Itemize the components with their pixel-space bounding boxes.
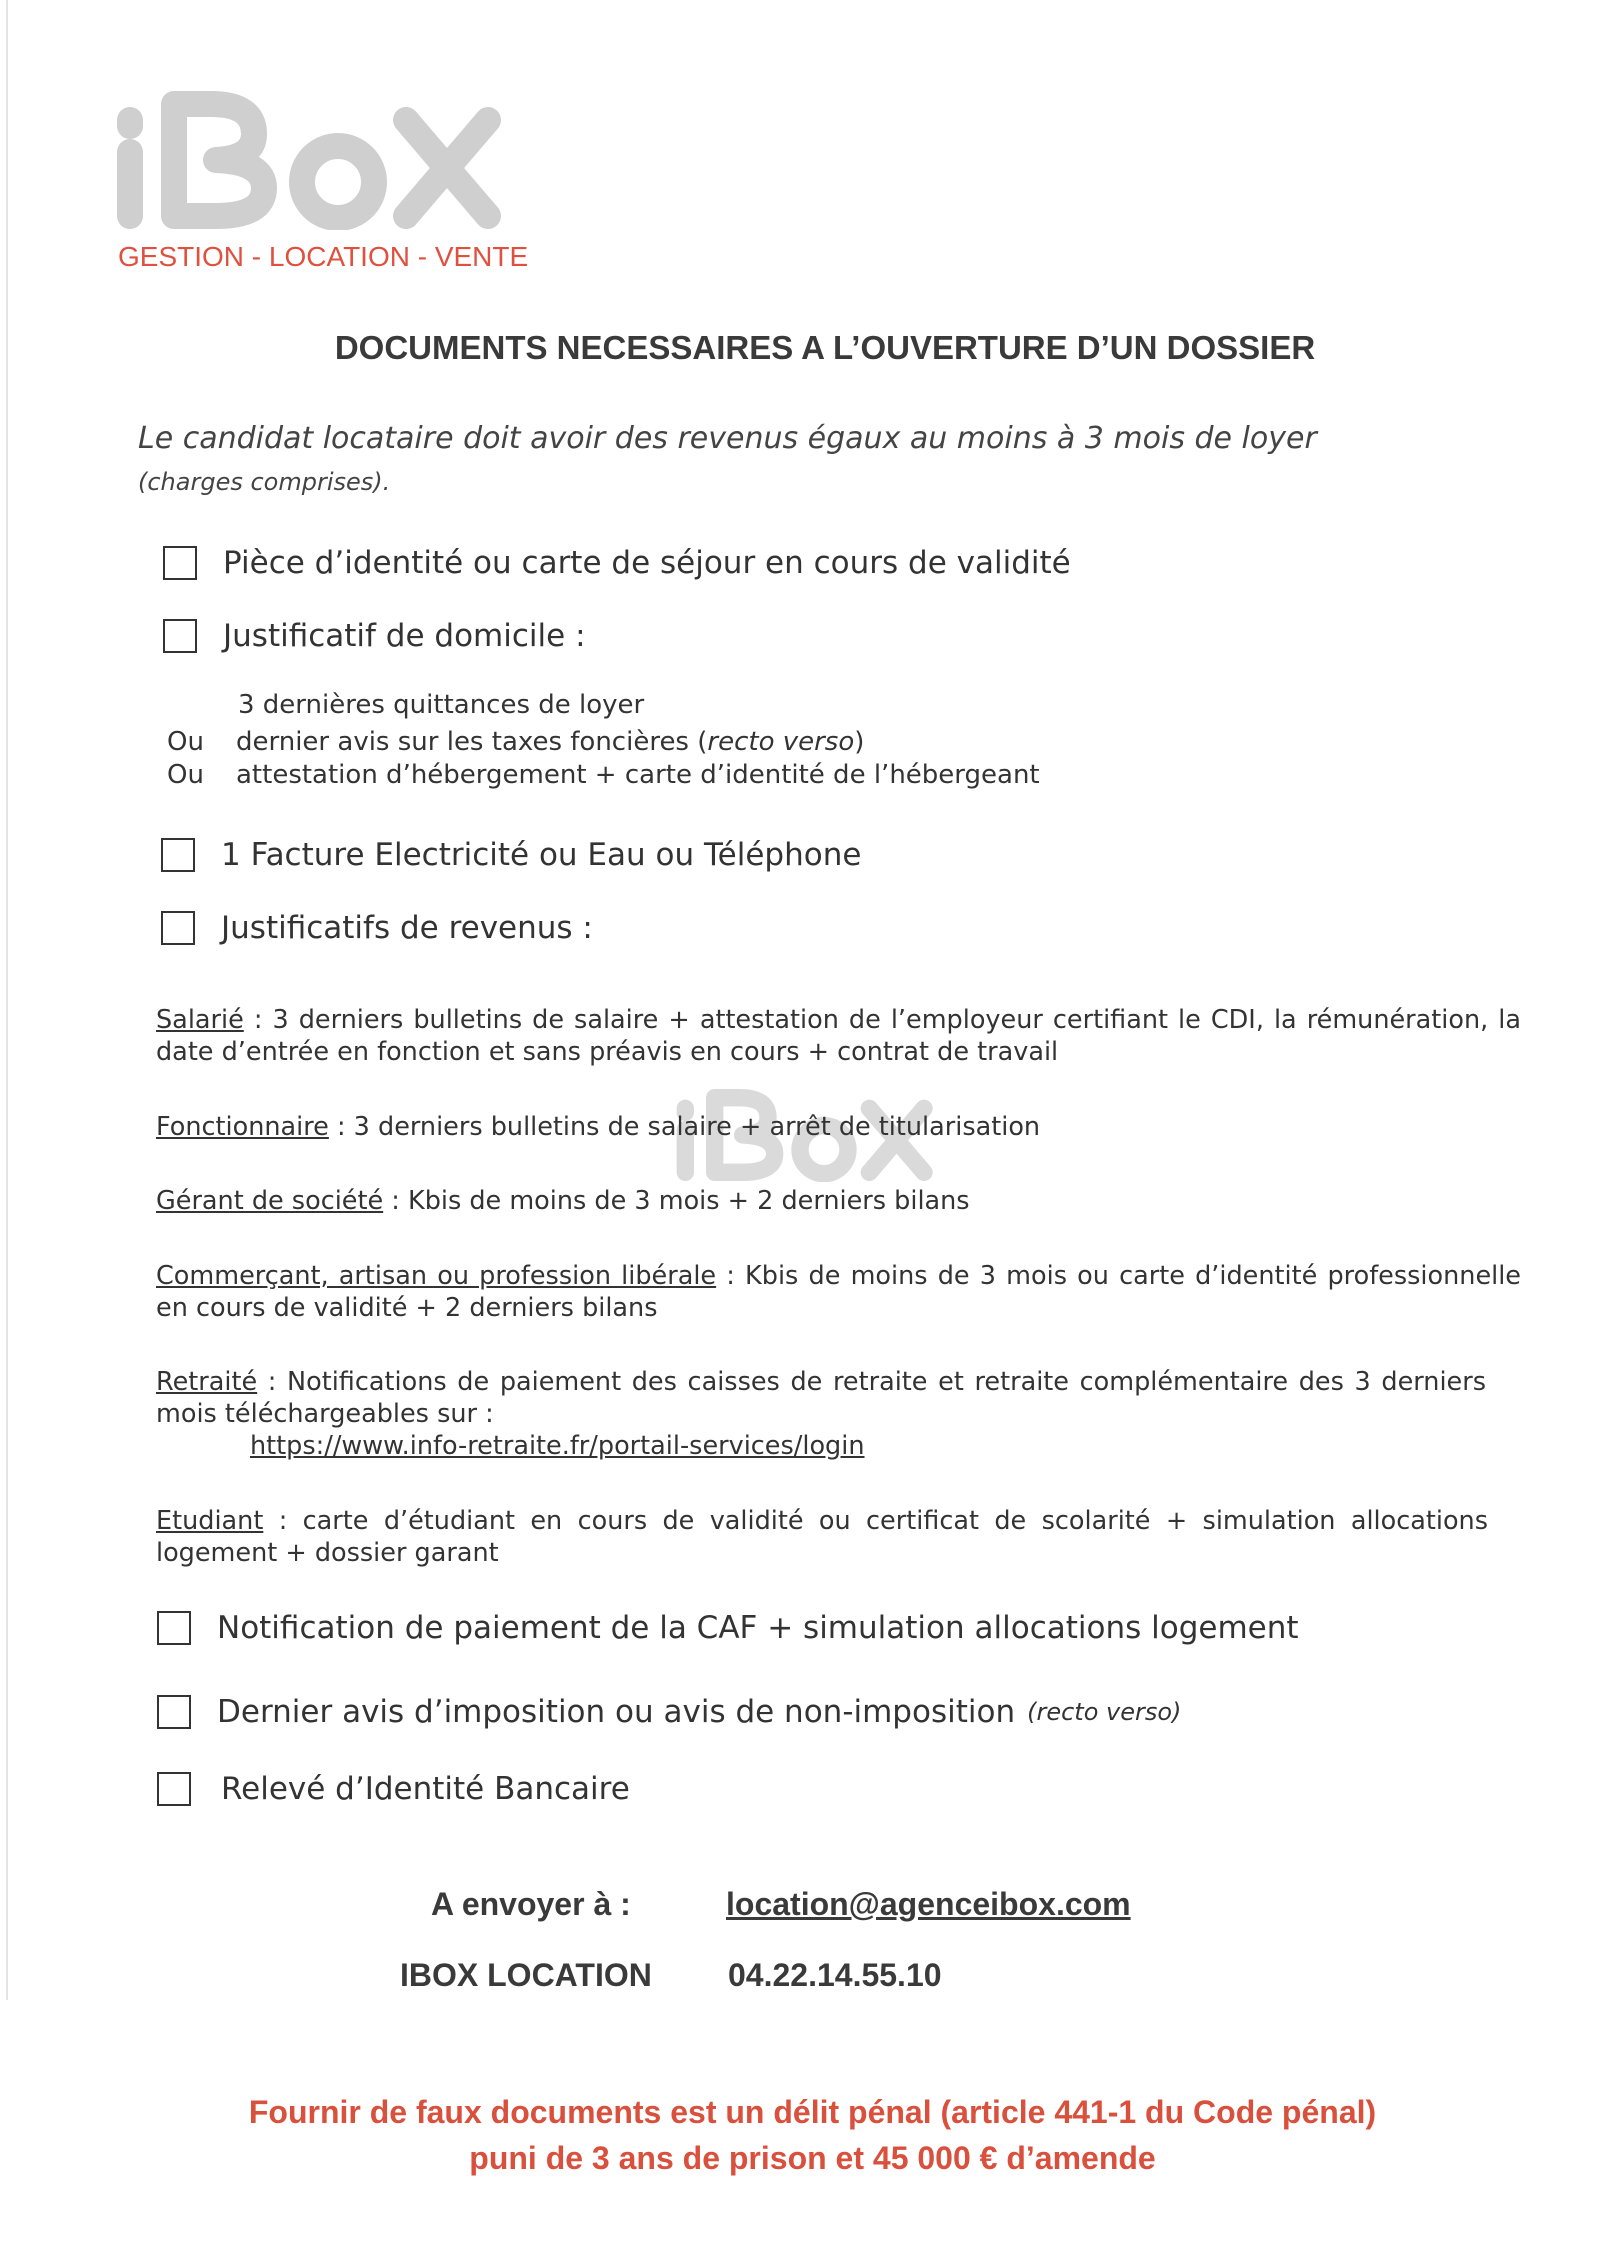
category-text: : Kbis de moins de 3 mois + 2 derniers bilans [383,1186,970,1216]
legal-warning-line1: Fournir de faux documents est un délit pénal (article 441-1 du Code pénal) [248,2094,1377,2130]
company-name: IBOX LOCATION [400,1957,652,1993]
category-text: : carte d’étudiant en cours de validité ou certificat de scolarité + simulation allocations logement + dossier garant [156,1506,1488,1568]
retraite-url-link[interactable]: https://www.info-retraite.fr/portail-services/login [250,1431,865,1461]
checkbox[interactable] [163,619,197,653]
domicile-option [236,729,864,755]
revenus-gerant [156,1185,1521,1217]
revenus-retraite [156,1366,1486,1430]
category-text: : Notifications de paiement des caisses de retraite et retraite complémentaire des 3 derniers mois téléchargeables sur : [156,1367,1486,1429]
checklist-label: Relevé d’Identité Bancaire [221,1771,630,1807]
checklist-item-caf[interactable] [157,1610,1299,1646]
or-label: Ou [167,760,204,790]
checklist-item-imposition[interactable] [157,1694,1181,1730]
domicile-option: attestation d’hébergement + carte d’identité de l’hébergeant [236,760,1040,790]
option-text: ) [854,727,865,757]
revenus-etudiant [156,1505,1488,1569]
category-text: : 3 derniers bulletins de salaire + arrêt de titularisation [328,1112,1041,1142]
checklist-label: Dernier avis d’imposition ou avis de non-imposition [217,1694,1016,1730]
or-label: Ou [167,727,204,757]
scan-edge [6,0,8,2000]
checkbox[interactable] [161,838,195,872]
checkbox[interactable] [161,911,195,945]
page-title: DOCUMENTS NECESSAIRES A L’OUVERTURE D’UN DOSSIER [334,329,1316,366]
ibox-logo [116,90,506,230]
checkbox[interactable] [163,546,197,580]
checkbox[interactable] [157,1695,191,1729]
checklist-item-revenus[interactable] [161,910,593,946]
checklist-label: Justificatifs de revenus : [221,910,593,946]
category-label: Etudiant [156,1506,264,1536]
intro-note: (charges comprises). [138,468,391,496]
checklist-item-identite[interactable] [163,545,1071,581]
send-label: A envoyer à : [431,1886,631,1922]
category-text: : Kbis de moins de 3 mois ou carte d’identité professionnelle en cours de validité + 2 derniers bilans [156,1261,1521,1323]
option-text: dernier avis sur les taxes foncières ( [236,727,708,757]
logo-tagline: GESTION - LOCATION - VENTE [118,241,529,272]
checklist-note: (recto verso) [1027,1698,1182,1726]
revenus-salarie [156,1004,1521,1068]
checklist-label: Notification de paiement de la CAF + simulation allocations logement [217,1610,1299,1646]
checklist-label: Justificatif de domicile : [223,618,586,654]
category-label: Fonctionnaire [156,1112,329,1142]
checklist-label: 1 Facture Electricité ou Eau ou Téléphone [221,837,862,873]
domicile-option: 3 dernières quittances de loyer [238,690,645,720]
revenus-commercant [156,1260,1521,1324]
checklist-item-rib[interactable] [157,1771,630,1807]
phone-number: 04.22.14.55.10 [728,1957,942,1993]
intro-line: Le candidat locataire doit avoir des revenus égaux au moins à 3 mois de loyer [138,421,1317,456]
legal-warning-line2: puni de 3 ans de prison et 45 000 € d’amende [469,2140,1156,2176]
checkbox[interactable] [157,1611,191,1645]
email-link[interactable]: location@agenceibox.com [726,1886,1131,1922]
checklist-item-facture[interactable] [161,837,861,873]
checklist-label: Pièce d’identité ou carte de séjour en cours de validité [223,545,1071,581]
category-label: Salarié [156,1005,244,1035]
category-label: Gérant de société [156,1186,384,1216]
checkbox[interactable] [157,1772,191,1806]
revenus-fonctionnaire [156,1111,1521,1143]
category-text: : 3 derniers bulletins de salaire + attestation de l’employeur certifiant le CDI, la rémunération, la date d’entrée en fonction et sans préavis en cours + contrat de travail [156,1005,1521,1067]
category-label: Retraité [156,1367,258,1397]
option-note: recto verso [707,727,855,757]
category-label: Commerçant, artisan ou profession libérale [156,1261,717,1291]
checklist-item-domicile[interactable] [163,618,586,654]
